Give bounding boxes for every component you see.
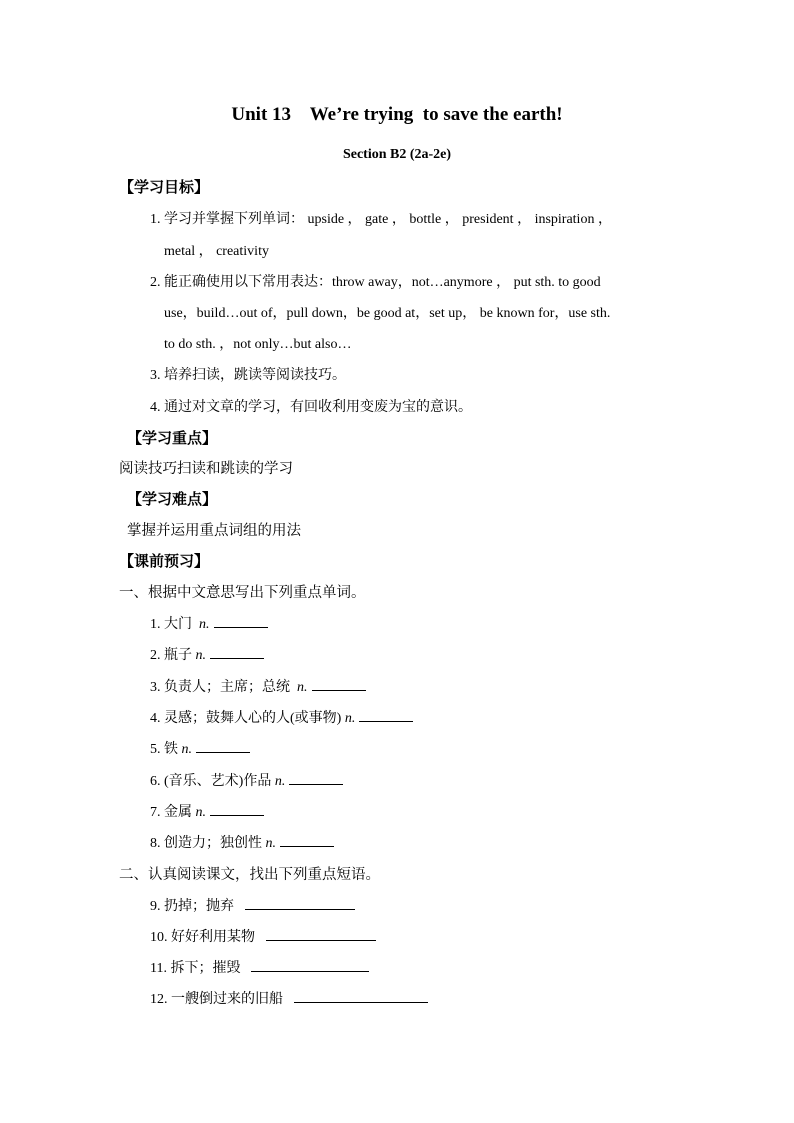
vocab-label: 4. 灵感；鼓舞人心的人(或事物) xyxy=(150,711,342,726)
vocab-label: 7. 金属 xyxy=(150,805,192,820)
vocab-item xyxy=(150,644,264,664)
phrase-label: 12. 一艘倒过来的旧船 xyxy=(150,992,283,1007)
answer-blank[interactable] xyxy=(214,613,268,628)
objective-line-2-cont2: to do sth. ，not only…but also… xyxy=(164,337,352,352)
key-points-heading: 【学习重点】 xyxy=(127,431,218,447)
unit-title: Unit 13 We’re trying to save the earth! xyxy=(231,104,563,125)
vocab-item xyxy=(150,613,268,633)
vocab-item xyxy=(150,738,250,758)
vocab-item xyxy=(150,832,334,852)
answer-blank[interactable] xyxy=(210,644,264,659)
pos-label: n. xyxy=(344,711,356,726)
pos-label: n. xyxy=(274,774,286,789)
key-points-text: 阅读技巧扫读和跳读的学习 xyxy=(119,461,293,477)
part2-instruction: 二、认真阅读课文，找出下列重点短语。 xyxy=(119,867,380,883)
objective-line-2-cont: use，build…out of，pull down，be good at，set up， be known for，use sth. xyxy=(164,306,611,321)
vocab-item xyxy=(150,770,343,790)
objective-line-3: 3. 培养扫读，跳读等阅读技巧。 xyxy=(150,368,346,383)
phrase-item xyxy=(150,895,355,915)
phrase-item xyxy=(150,988,428,1008)
phrase-item xyxy=(150,926,376,946)
phrase-item xyxy=(150,957,369,977)
preview-heading: 【课前预习】 xyxy=(119,554,210,570)
vocab-label: 5. 铁 xyxy=(150,742,178,757)
objectives-heading: 【学习目标】 xyxy=(119,180,210,196)
answer-blank[interactable] xyxy=(294,988,428,1003)
phrase-label: 10. 好好利用某物 xyxy=(150,930,255,945)
answer-blank[interactable] xyxy=(196,738,250,753)
answer-blank[interactable] xyxy=(245,895,355,910)
pos-label: n. xyxy=(181,742,192,757)
objective-line-4: 4. 通过对文章的学习，有回收利用变废为宝的意识。 xyxy=(150,400,472,415)
phrase-label: 11. 拆下；摧毁 xyxy=(150,961,241,976)
pos-label: n. xyxy=(297,680,308,695)
phrase-label: 9. 扔掉；抛弃 xyxy=(150,899,234,914)
vocab-item xyxy=(150,676,366,696)
pos-label: n. xyxy=(195,805,206,820)
pos-label: n. xyxy=(195,648,206,663)
answer-blank[interactable] xyxy=(359,707,413,722)
vocab-label: 6. (音乐、艺术)作品 xyxy=(150,774,272,789)
answer-blank[interactable] xyxy=(289,770,343,785)
section-subtitle: Section B2 (2a-2e) xyxy=(342,147,452,162)
objective-line-1-cont: metal ， creativity xyxy=(164,244,269,259)
vocab-item xyxy=(150,801,264,821)
answer-blank[interactable] xyxy=(266,926,376,941)
difficulties-text: 掌握并运用重点词组的用法 xyxy=(127,523,301,539)
pos-label: n. xyxy=(265,836,276,851)
vocab-label: 1. 大门 xyxy=(150,617,192,632)
pos-label: n. xyxy=(199,617,210,632)
part1-instruction: 一、根据中文意思写出下列重点单词。 xyxy=(119,585,366,601)
answer-blank[interactable] xyxy=(251,957,369,972)
difficulties-heading: 【学习难点】 xyxy=(127,492,218,508)
vocab-label: 8. 创造力；独创性 xyxy=(150,836,262,851)
objective-line-2: 2. 能正确使用以下常用表达：throw away，not…anymore ， put sth. to good xyxy=(150,275,601,290)
vocab-label: 2. 瓶子 xyxy=(150,648,192,663)
objective-line-1: 1. 学习并掌握下列单词： upside ， gate ， bottle ， president ， inspiration ， xyxy=(150,212,612,227)
vocab-label: 3. 负责人；主席；总统 xyxy=(150,680,290,695)
answer-blank[interactable] xyxy=(312,676,366,691)
vocab-item xyxy=(150,707,413,727)
answer-blank[interactable] xyxy=(210,801,264,816)
answer-blank[interactable] xyxy=(280,832,334,847)
